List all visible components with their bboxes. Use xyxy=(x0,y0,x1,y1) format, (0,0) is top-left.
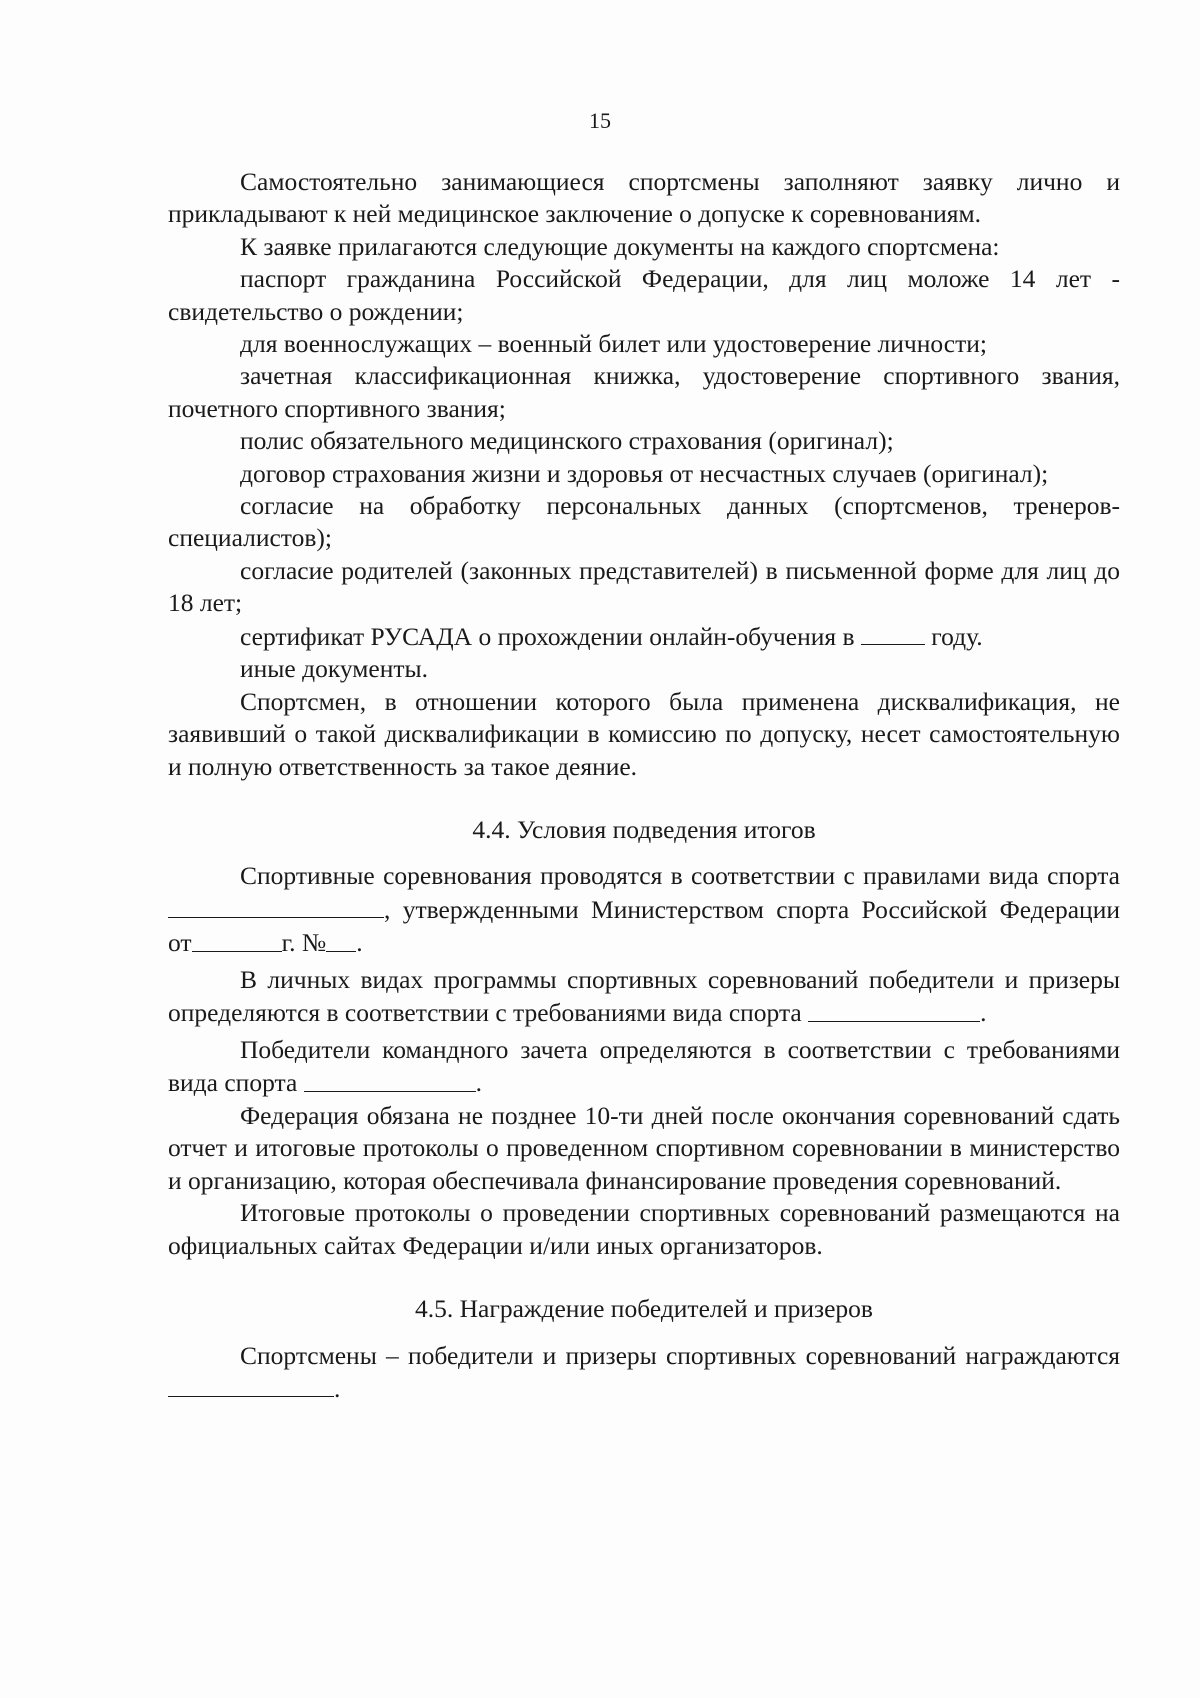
paragraph-competition-rules xyxy=(168,860,1120,960)
team-winners-text: Победители командного зачета определяются в соответствии с требованиями вида спорта xyxy=(168,1035,1120,1098)
section-heading-4-4: 4.4. Условия подведения итогов xyxy=(472,814,816,844)
list-item-parental-consent: согласие родителей (законных представителей) в письменной форме для лиц до 18 лет; xyxy=(168,555,1120,618)
paragraph-final-protocols: Итоговые протоколы о проведении спортивных соревнований размещаются на официальных сайтах Федерации и/или иных организаторов. xyxy=(168,1198,1120,1260)
blank-year-field xyxy=(861,620,925,645)
blank-date-field xyxy=(192,926,282,951)
blank-sport-requirements xyxy=(808,996,980,1021)
rusada-text: сертификат РУСАДА о прохождении онлайн-обучения в xyxy=(240,621,855,651)
awards-text: Спортсмены – победители и призеры спортивных соревнований награждаются xyxy=(240,1340,1120,1370)
blank-awards-field xyxy=(168,1372,334,1397)
page-number: 15 xyxy=(589,108,611,133)
awards-end: . xyxy=(334,1374,341,1404)
individual-winners-text: В личных видах программы спортивных соревнований победители и призеры определяются в соответствии с требованиями вида спорта xyxy=(168,965,1120,1028)
paragraph-disqualification: Спортсмен, в отношении которого была применена дисквалификация, не заявивший о такой дисквалификации в комиссию по допуску, несет самостоятельную и полную ответственность за такое деяние. xyxy=(168,686,1120,781)
paragraph-self-registration: Самостоятельно занимающиеся спортсмены заполняют заявку лично и прикладывают к ней медицинское заключение о допуске к соревнованиям. xyxy=(168,167,1120,229)
competition-rules-text-2: , утвержденными Министерством спорта Российской Федерации от xyxy=(168,894,1120,958)
list-item-rusada-certificate xyxy=(168,620,1120,654)
blank-number-field xyxy=(326,926,356,951)
competition-rules-text: Спортивные соревнования проводятся в соответствии с правилами вида спорта xyxy=(240,861,1120,891)
list-item-data-consent: согласие на обработку персональных данных (спортсменов, тренеров-специалистов); xyxy=(168,491,1120,553)
blank-team-sport xyxy=(304,1066,476,1091)
paragraph-federation-report: Федерация обязана не позднее 10-ти дней после окончания соревнований сдать отчет и итоговые протоколы о проведенном спортивном соревновании в министерство и организацию, которая обеспечивала финансирование проведения соревнований. xyxy=(168,1101,1120,1195)
list-item-other-documents: иные документы. xyxy=(240,654,429,684)
blank-sport-name xyxy=(168,893,384,918)
list-item-medical-policy: полис обязательного медицинского страхования (оригинал); xyxy=(240,426,894,456)
paragraph-awards xyxy=(168,1340,1120,1406)
paragraph-documents-intro: К заявке прилагаются следующие документы на каждого спортсмена: xyxy=(240,231,1000,261)
paragraph-team-winners xyxy=(168,1034,1120,1100)
competition-rules-text-4: . xyxy=(356,928,363,958)
competition-rules-text-3: г. № xyxy=(281,928,327,958)
rusada-text-end: году. xyxy=(931,621,983,651)
section-heading-4-5: 4.5. Награждение победителей и призеров xyxy=(415,1294,873,1324)
team-winners-end: . xyxy=(475,1068,483,1098)
list-item-passport: паспорт гражданина Российской Федерации, для лиц моложе 14 лет - свидетельство о рождении; xyxy=(168,264,1120,326)
document-body xyxy=(168,166,1120,1406)
list-item-military-id: для военнослужащих – военный билет или удостоверение личности; xyxy=(240,329,987,359)
individual-winners-end: . xyxy=(980,998,987,1028)
list-item-classification-book: зачетная классификационная книжка, удостоверение спортивного звания, почетного спортивного звания; xyxy=(168,361,1120,423)
list-item-insurance-contract: договор страхования жизни и здоровья от несчастных случаев (оригинал); xyxy=(240,458,1049,488)
paragraph-individual-winners xyxy=(168,964,1120,1030)
